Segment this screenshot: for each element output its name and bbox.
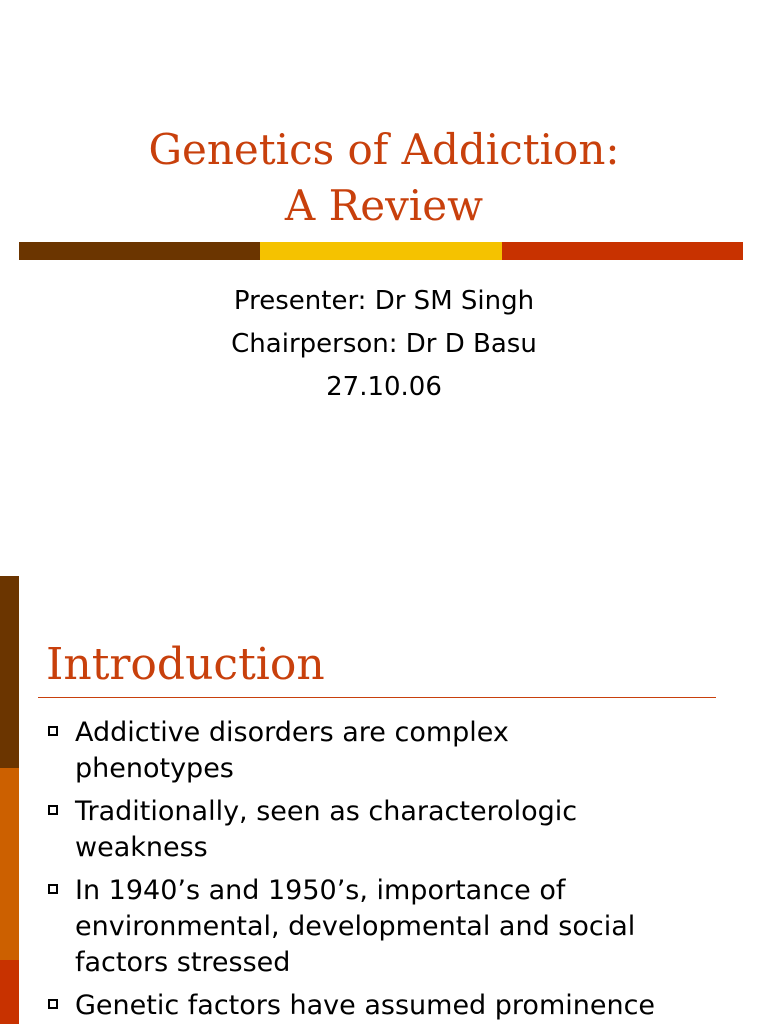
stripe-segment-brown [19,242,260,260]
side-bar-segment-brown [0,576,19,768]
list-item [46,873,736,981]
hollow-square-bullet-icon [48,999,58,1009]
introduction-heading: Introduction [46,639,325,690]
title-line-1: Genetics of Addiction: [148,125,620,174]
side-bar-segment-red [0,960,19,1024]
bullet-text: Traditionally, seen as characterologic weakness [75,796,578,863]
heading-underline [38,697,716,698]
hollow-square-bullet-icon [48,726,58,736]
title-color-stripe [19,242,743,260]
bullet-text: Genetic factors have assumed prominence [75,990,656,1021]
bullet-text: In 1940’s and 1950’s, importance of environmental, developmental and social factors stressed [75,875,636,978]
stripe-segment-yellow [260,242,501,260]
stripe-segment-red [502,242,743,260]
presenter-line: Presenter: Dr SM Singh [233,286,535,316]
hollow-square-bullet-icon [48,805,58,815]
chairperson-line: Chairperson: Dr D Basu [231,329,537,359]
hollow-square-bullet-icon [48,884,58,894]
slide-subtitle [0,280,768,409]
bullet-list [46,715,736,1031]
side-color-bar [0,576,19,1024]
list-item [46,794,736,866]
bullet-text: Addictive disorders are complex phenotypes [75,717,509,784]
list-item [46,715,736,787]
slide-title [0,122,768,234]
date-line: 27.10.06 [326,372,442,402]
title-line-2: A Review [284,181,484,230]
list-item [46,988,736,1024]
side-bar-segment-orange [0,768,19,960]
